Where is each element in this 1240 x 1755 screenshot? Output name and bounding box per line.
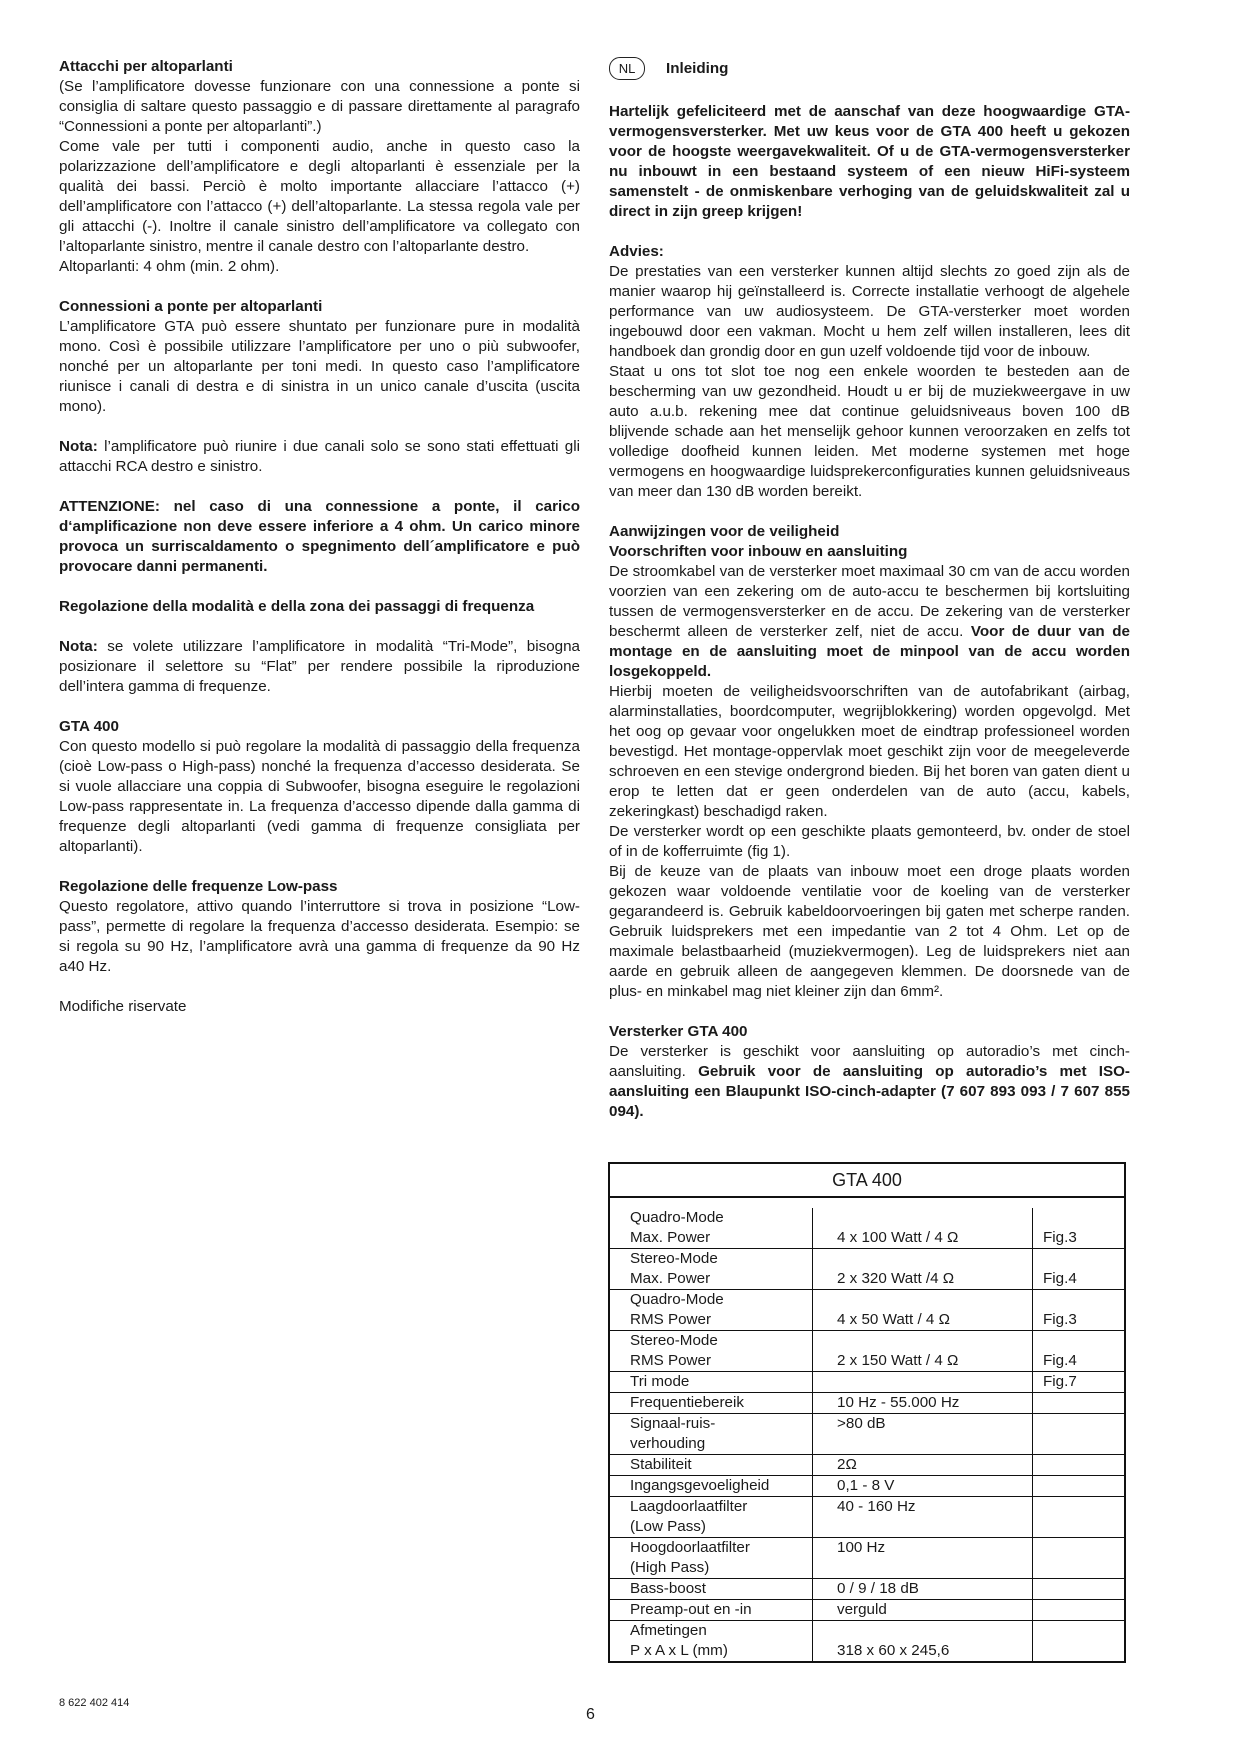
spec-label: Afmetingen <box>630 1622 707 1639</box>
spec-figure-ref: Fig.4 <box>1033 1249 1124 1290</box>
spec-label-line2: verhouding <box>630 1435 706 1452</box>
modifiche-riservate: Modifiche riservate <box>59 998 187 1015</box>
paragraph: Altoparlanti: 4 ohm (min. 2 ohm). <box>59 258 280 275</box>
paragraph-bold-text: Voor de duur van de montage en de aansluiting moet de minpool van de accu worden losgekoppeld. <box>609 623 1130 680</box>
spec-value: 100 Hz <box>813 1538 1033 1579</box>
note-text: l’amplificatore può riunire i due canali solo se sono stati effettuati gli attacchi RCA destro e sinistro. <box>59 438 580 475</box>
paragraph <box>609 1042 1130 1122</box>
paragraph: De prestaties van een versterker kunnen altijd slechts zo goed zijn als de manier waarop hij geïnstalleerd is. Correcte installatie verhoogt de algehele performance van uw audiosysteem. De GTA-versterker moet worden ingebouwd door een vakman. Mocht u hem zelf willen installeren, lees dit handboek dan grondig door en gun uzelf voldoende tijd voor de inbouw. <box>609 263 1130 360</box>
paragraph: Questo regolatore, attivo quando l’interruttore si trova in posizione “Low-pass”, permette di regolare la frequenza d’accesso desiderata. Esempio: se si regola su 90 Hz, l’amplificatore avrà una gamma di frequenze da 90 Hz a40 Hz. <box>59 898 580 975</box>
heading-advies: Advies: <box>609 243 664 260</box>
spec-label: Stereo-Mode <box>630 1250 718 1267</box>
spec-figure-ref <box>1033 1414 1124 1455</box>
table-row <box>610 1393 1124 1414</box>
spec-label-cell <box>610 1600 813 1621</box>
paragraph: Bij de keuze van de plaats van inbouw moet een droge plaats worden gekozen waar voldoende ventilatie voor de koeling van de versterker gegarandeerd is. Gebruik kabeldoorvoeringen bij gaten met scherpe randen. Gebruik luidsprekers met een impedantie van 2 tot 4 Ohm. Let op de maximale belastbaarheid (muziekvermogen). Leg de luidsprekers niet aan aarde en gebruik alleen de aangegeven klemmen. De doorsnede van de plus- en minkabel mag niet kleiner zijn dan 6mm². <box>609 863 1130 1000</box>
paragraph: L’amplificatore GTA può essere shuntato per funzionare pure in modalità mono. Così è possibile utilizzare l’amplificatore per uno o più subwoofer, nonché per un altoparlante per toni medi. In questo caso l’amplificatore riunisce i canali di destra e di sinistra in un unico canale d’uscita (uscita mono). <box>59 318 580 415</box>
spec-value: 0 / 9 / 18 dB <box>813 1579 1033 1600</box>
spec-label-cell <box>610 1414 813 1455</box>
note-label: Nota: <box>59 438 98 455</box>
spec-label: Stereo-Mode <box>630 1332 718 1349</box>
spec-label-line2: Max. Power <box>630 1270 711 1287</box>
paragraph: (Se l’amplificatore dovesse funzionare con una connessione a ponte si consiglia di saltare questo passaggio e di passare direttamente al paragrafo “Connessioni a ponte per altoparlanti”.) <box>59 78 580 135</box>
table-row <box>610 1331 1124 1372</box>
paragraph: Hierbij moeten de veiligheidsvoorschriften van de autofabrikant (airbag, alarminstallaties, boordcomputer, wegrijblokkering) worden opgevolgd. Met het oog op gevaar voor ongelukken moet de eindtrap professioneel worden bevestigd. Het montage-oppervlak moet geschikt zijn voor de meegeleverde schroeven en een stevige ondergrond bieden. Bij het boren van gaten dient u erop te letten dat er geen onderdelen van de auto (accu, kabels, zekeringkast) beschadigd raken. <box>609 683 1130 820</box>
spec-label-cell <box>610 1497 813 1538</box>
spec-value: 2 x 320 Watt /4 Ω <box>813 1249 1033 1290</box>
spec-label: Ingangsgevoeligheid <box>630 1477 770 1494</box>
table-row <box>610 1579 1124 1600</box>
spec-label-cell <box>610 1455 813 1476</box>
spec-label: Quadro-Mode <box>630 1291 724 1308</box>
spec-value: verguld <box>813 1600 1033 1621</box>
spec-figure-ref <box>1033 1579 1124 1600</box>
spec-label-cell <box>610 1393 813 1414</box>
paragraph-text: De versterker is geschikt voor aansluiting op autoradio’s met cinch-aansluiting. <box>609 1043 1130 1080</box>
heading-versterker: Versterker GTA 400 <box>609 1023 748 1040</box>
language-badge: NL <box>609 57 645 80</box>
paragraph: Come vale per tutti i componenti audio, anche in questo caso la polarizzazione dell’amplificatore e degli altoparlanti è essenziale per la qualità dei bassi. Perciò è molto importante allacciare l’attacco (+) dell’amplificatore con l’attacco (+) dell’altoparlante. La stessa regola vale per gli attacchi (-). Inoltre il canale sinistro dell’amplificatore va collegato con l’altoparlante sinistro, mentre il canale destro con l’altoparlante destro. <box>59 138 580 255</box>
page-number: 6 <box>586 1706 595 1723</box>
spec-value: 10 Hz - 55.000 Hz <box>813 1393 1033 1414</box>
spec-figure-ref <box>1033 1455 1124 1476</box>
heading-regolazione: Regolazione della modalità e della zona dei passaggi di frequenza <box>59 598 535 615</box>
spec-label-line2: (High Pass) <box>630 1559 710 1576</box>
spec-value: 318 x 60 x 245,6 <box>813 1621 1033 1661</box>
spec-label: Signaal-ruis- <box>630 1415 716 1432</box>
document-number: 8 622 402 414 <box>59 1697 130 1709</box>
spec-figure-ref <box>1033 1476 1124 1497</box>
section-title: Inleiding <box>666 59 729 77</box>
spec-figure-ref <box>1033 1538 1124 1579</box>
table-row <box>610 1455 1124 1476</box>
table-row <box>610 1290 1124 1331</box>
spec-value <box>813 1372 1033 1393</box>
paragraph: Staat u ons tot slot toe nog een enkele woorden te besteden aan de bescherming van uw gezondheid. Houdt u er bij de muziekweergave in uw auto a.u.b. rekening mee dat continue geluidsniveaus boven 100 dB blijvende schade aan het menselijk gehoor kunnen veroorzaken en zelfs tot volledige doofheid kunnen leiden. Met moderne systemen met hoge vermogens en hoogwaardige luidsprekerconfiguraties kunnen geluidsniveaus van meer dan 130 dB worden bereikt. <box>609 363 1130 500</box>
spec-label-cell <box>610 1372 813 1393</box>
spec-figure-ref: Fig.3 <box>1033 1290 1124 1331</box>
spec-value: 2 x 150 Watt / 4 Ω <box>813 1331 1033 1372</box>
spec-value: 4 x 50 Watt / 4 Ω <box>813 1290 1033 1331</box>
paragraph: De versterker wordt op een geschikte plaats gemonteerd, bv. onder de stoel of in de kofferruimte (fig 1). <box>609 823 1130 860</box>
paragraph-text: De stroomkabel van de versterker moet maximaal 30 cm van de accu worden voorzien van een zekering om de auto-accu te beschermen bij kortsluiting tussen de vermogensversterker en de accu. De zekering van de versterker beschermt alleen de versterker zelf, niet de accu. <box>609 563 1130 640</box>
spec-value: 2Ω <box>813 1455 1033 1476</box>
table-row <box>610 1621 1124 1661</box>
spec-table-body <box>610 1208 1124 1661</box>
right-column <box>609 57 1130 1122</box>
heading-gta400: GTA 400 <box>59 718 119 735</box>
spec-value: 0,1 - 8 V <box>813 1476 1033 1497</box>
spec-label-cell <box>610 1249 813 1290</box>
heading-lowpass: Regolazione delle frequenze Low-pass <box>59 878 338 895</box>
spec-label-cell <box>610 1579 813 1600</box>
spec-label-line2: RMS Power <box>630 1311 712 1328</box>
spec-value: 4 x 100 Watt / 4 Ω <box>813 1208 1033 1249</box>
spec-label: Frequentiebereik <box>630 1394 744 1411</box>
spec-label-cell <box>610 1476 813 1497</box>
table-row <box>610 1414 1124 1455</box>
heading-connessioni: Connessioni a ponte per altoparlanti <box>59 298 323 315</box>
heading-veiligheid: Aanwijzingen voor de veiligheid <box>609 523 840 540</box>
spec-figure-ref <box>1033 1621 1124 1661</box>
paragraph <box>609 562 1130 682</box>
spec-figure-ref <box>1033 1497 1124 1538</box>
spec-figure-ref <box>1033 1393 1124 1414</box>
table-row <box>610 1249 1124 1290</box>
spec-label: Quadro-Mode <box>630 1209 724 1226</box>
intro-paragraph: Hartelijk gefeliciteerd met de aanschaf van deze hoogwaardige GTA-vermogensversterker. Met uw keus voor de GTA 400 heeft u gekozen voor de hoogste weergavekwaliteit. Of u de GTA-vermogensversterker nu inbouwt in een bestaand systeem of een nieuw HiFi-systeem samenstelt - de onmiskenbare verhoging van de geluidskwaliteit zal u direct in zijn greep krijgen! <box>609 103 1130 220</box>
subheading-voorschriften: Voorschriften voor inbouw en aansluiting <box>609 543 908 560</box>
spec-value: >80 dB <box>813 1414 1033 1455</box>
spec-figure-ref <box>1033 1600 1124 1621</box>
spec-label: Tri mode <box>630 1373 690 1390</box>
spec-label: Hoogdoorlaatfilter <box>630 1539 750 1556</box>
spec-figure-ref: Fig.3 <box>1033 1208 1124 1249</box>
note-paragraph <box>59 437 580 477</box>
section-header <box>609 57 1130 80</box>
spec-label-cell <box>610 1208 813 1249</box>
spec-label-line2: P x A x L (mm) <box>630 1642 728 1659</box>
table-row <box>610 1372 1124 1393</box>
spec-label-cell <box>610 1538 813 1579</box>
table-row <box>610 1476 1124 1497</box>
paragraph-bold-text: Gebruik voor de aansluiting op autoradio’s met ISO-aansluiting een Blaupunkt ISO-cinch-adapter (7 607 893 093 / 7 607 855 094). <box>609 1063 1130 1120</box>
left-column <box>59 57 580 1017</box>
spec-label: Bass-boost <box>630 1580 706 1597</box>
spec-table <box>608 1162 1126 1663</box>
spec-value: 40 - 160 Hz <box>813 1497 1033 1538</box>
spec-label-cell <box>610 1331 813 1372</box>
spec-label: Stabiliteit <box>630 1456 692 1473</box>
spec-label-cell <box>610 1621 813 1661</box>
spec-label-line2: RMS Power <box>630 1352 712 1369</box>
note-paragraph <box>59 637 580 697</box>
spec-label: Laagdoorlaatfilter <box>630 1498 748 1515</box>
spec-figure-ref: Fig.7 <box>1033 1372 1124 1393</box>
spec-label-cell <box>610 1290 813 1331</box>
spec-figure-ref: Fig.4 <box>1033 1331 1124 1372</box>
heading-attacchi: Attacchi per altoparlanti <box>59 58 233 75</box>
paragraph: Con questo modello si può regolare la modalità di passaggio della frequenza (cioè Low-pass o High-pass) nonché la frequenza d’accesso desiderata. Se si vuole allacciare una coppia di Subwoofer, bisogna eseguire le regolazioni Low-pass rappresentate in. La frequenza d’accesso dipende dalla gamma di frequenze degli altoparlanti (vedi gamma di frequenze consigliata per altoparlanti). <box>59 738 580 855</box>
spec-label-line2: (Low Pass) <box>630 1518 706 1535</box>
spec-table-title: GTA 400 <box>610 1164 1124 1198</box>
note-text: se volete utilizzare l’amplificatore in modalità “Tri-Mode”, bisogna posizionare il selettore su “Flat” per rendere possibile la riproduzione dell’intera gamma di frequenze. <box>59 638 580 695</box>
attention-paragraph: ATTENZIONE: nel caso di una connessione a ponte, il carico d‘amplificazione non deve essere inferiore a 4 ohm. Un carico minore provoca un surriscaldamento o spegnimento dell´amplificatore e può provocare danni permanenti. <box>59 498 580 575</box>
table-row <box>610 1497 1124 1538</box>
spec-label: Preamp-out en -in <box>630 1601 752 1618</box>
table-row <box>610 1538 1124 1579</box>
spec-label-line2: Max. Power <box>630 1229 711 1246</box>
table-row <box>610 1208 1124 1249</box>
table-row <box>610 1600 1124 1621</box>
note-label: Nota: <box>59 638 98 655</box>
